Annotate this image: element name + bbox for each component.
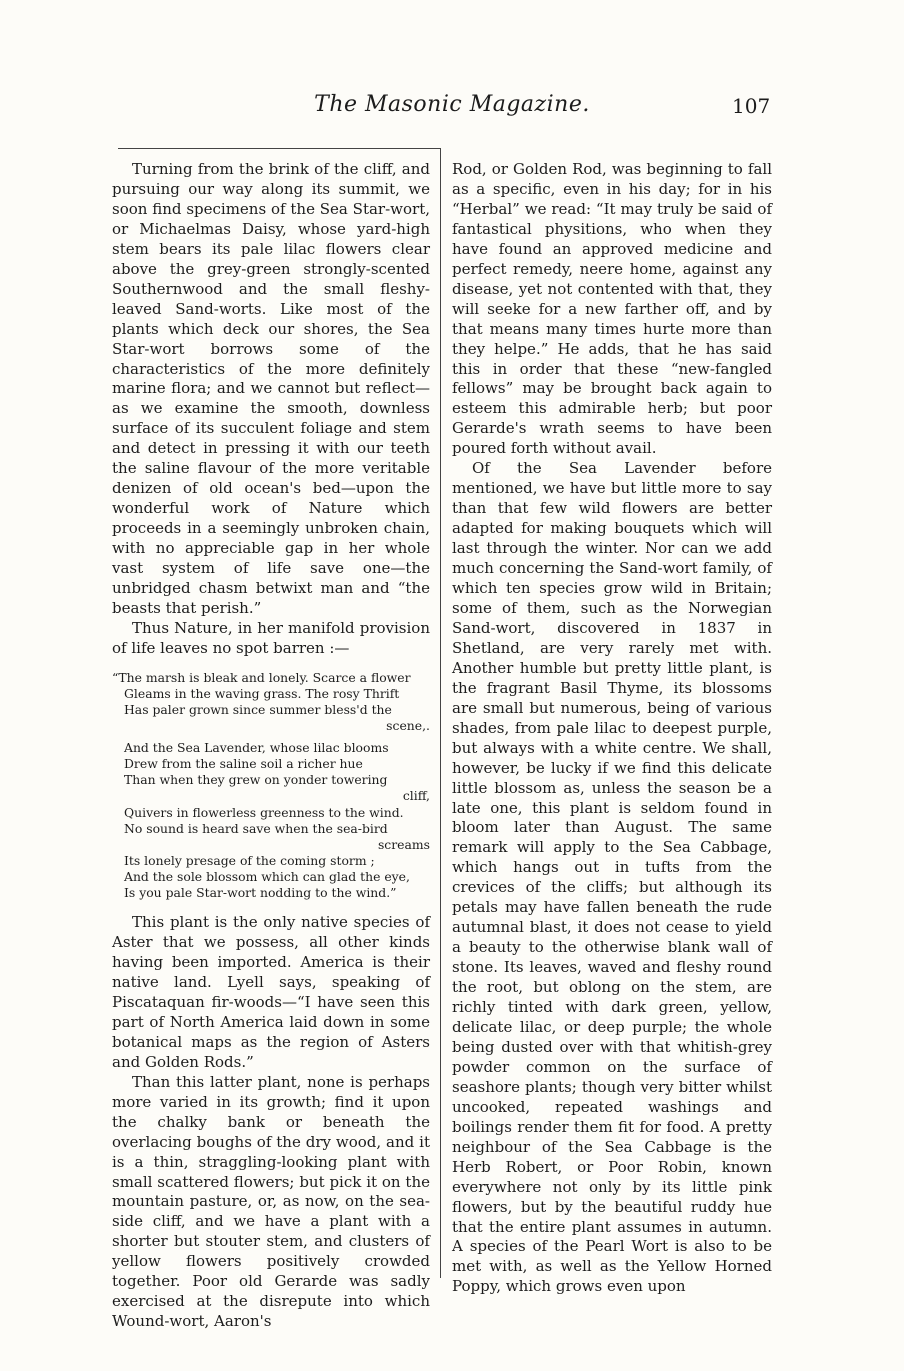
poem-quotation — [112, 670, 430, 901]
running-header-title: The Masonic Magazine. — [314, 92, 590, 117]
poem-line: Than when they grew on yonder towering — [124, 772, 388, 788]
poem-line: And the sole blossom which can glad the eye, — [124, 868, 410, 884]
poem-line-wrap: scene,. — [386, 718, 430, 734]
left-paragraph-2: Thus Nature, in her manifold provision of life leaves no spot barren :— — [112, 618, 430, 657]
poem-line: Is you pale Star-wort nodding to the wind.” — [124, 885, 397, 901]
poem-line: “The marsh is bleak and lonely. Scarce a flower — [112, 669, 411, 685]
poem-line: Drew from the saline soil a richer hue — [124, 756, 363, 772]
poem-line: Quivers in flowerless greenness to the wind. — [124, 804, 404, 820]
right-paragraph-1: Rod, or Golden Rod, was beginning to fall as a specific, even in his day; for in his “Herbal” we read: “It may truly be said of fantastical physitions, who when they have found an approved medicine and perfect remedy, neere home, against any disease, yet not contented with that, they will seeke for a new farther off, and by that means many times hurte more than they helpe.” He adds, that he has said this in order that these “new-fangled fellows” may be brought back again to esteem this admirable herb; but poor Gerarde's wrath seems to have been poured forth without avail. — [452, 160, 772, 458]
left-column — [112, 160, 430, 1332]
left-paragraph-4: Than this latter plant, none is perhaps more varied in its growth; find it upon the chalky bank or beneath the overlacing boughs of the dry wood, and it is a thin, straggling-looking plant with small scattered flowers; but pick it on the mountain pasture, or, as now, on the sea-side cliff, and we have a plant with a shorter but stouter stem, and clusters of yellow flowers positively crowded together. Poor old Gerarde was sadly exercised at the disrepute into which Wound-wort, Aaron's — [112, 1072, 430, 1331]
left-paragraph-1: Turning from the brink of the cliff, and pursuing our way along its summit, we soon find specimens of the Sea Star-wort, or Michaelmas Daisy, whose yard-high stem bears its pale lilac flowers clear above the grey-green strongly-scented Southernwood and the small fleshy-leaved Sand-worts. Like most of the plants which deck our shores, the Sea Star-wort borrows some of the characteristics of the more definitely marine flora; and we cannot but reflect—as we examine the smooth, downless surface of its succulent foliage and stem and detect in pressing it with our teeth the saline flavour of the more veritable denizen of old ocean's bed—upon the wonderful work of Nature which proceeds in a seemingly unbroken chain, with no appreciable gap in her whole vast system of life save one—the unbridged chasm betwixt man and “the beasts that perish.” — [112, 160, 430, 617]
poem-line-wrap: cliff, — [402, 788, 430, 804]
left-paragraph-3: This plant is the only native species of Aster that we possess, all other kinds having been imported. America is their native land. Lyell says, speaking of Piscataquan fir-woods—“I have seen this part of North America laid down in some botanical maps as the region of Asters and Golden Rods.” — [112, 913, 430, 1071]
page-number: 107 — [732, 94, 771, 118]
poem-line: And the Sea Lavender, whose lilac blooms — [124, 740, 389, 756]
poem-line: Has paler grown since summer bless'd the — [124, 702, 392, 718]
right-paragraph-2: Of the Sea Lavender before mentioned, we have but little more to say than that few wild flowers are better adapted for making bouquets which will last through the winter. Nor can we add much concerning the Sand-wort family, of which ten species grow wild in Britain; some of them, such as the Norwegian Sand-wort, discovered in 1837 in Shetland, are very rarely met with. Another humble but pretty little plant, is the fragrant Basil Thyme, its blossoms are small but numerous, being of various shades, from pale lilac to deepest purple, but always with a white centre. We shall, however, be lucky if we find this delicate little blossom as, unless the season be a late one, this plant is seldom found in bloom later than August. The same remark will apply to the Sea Cabbage, which hangs out in tufts from the crevices of the cliffs; but although its petals may have fallen beneath the rude autumnal blast, it does not cease to yield a beauty to the otherwise blank wall of stone. Its leaves, waved and fleshy round the root, but oblong on the stem, are richly tinted with dark green, yellow, delicate lilac, or deep purple; the whole being dusted over with that whitish-grey powder common on the surface of seashore plants; though very bitter whilst uncooked, repeated washings and boilings render them fit for food. A pretty neighbour of the Sea Cabbage is the Herb Robert, or Poor Robin, known everywhere not only by its little pink flowers, but by the beautiful ruddy hue that the entire plant assumes in autumn. A species of the Pearl Wort is also to be met with, as well as the Yellow Horned Poppy, which grows even upon — [452, 459, 772, 1296]
poem-line: No sound is heard save when the sea-bird — [124, 820, 388, 836]
column-divider — [440, 148, 441, 1278]
poem-line: Gleams in the waving grass. The rosy Thrift — [124, 685, 400, 701]
right-column — [452, 160, 772, 1297]
poem-line: Its lonely presage of the coming storm ; — [124, 852, 375, 868]
poem-line-wrap: screams — [377, 836, 430, 852]
header-rule — [118, 148, 440, 149]
